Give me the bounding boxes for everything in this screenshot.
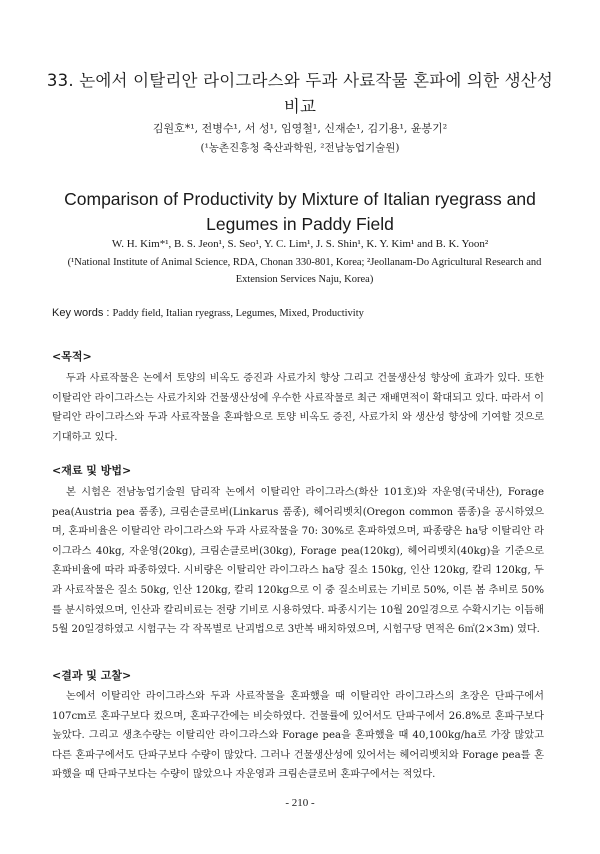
methods-heading: <재료 및 방법>	[52, 464, 132, 477]
keywords-label: Key words :	[52, 307, 113, 319]
results-paragraph: 논에서 이탈리안 라이그라스와 두과 사료작물을 혼파했을 때 이탈리안 라이그라스의 초장은 단파구에서 107cm로 혼파구보다 컸으며, 혼파구간에는 비슷하였다. 건물률에 있어서도 단파구에서 26.8%로 혼파구보다 높았다. 그리고 생초수량는 이탈리안 라이그라스와 Forage pea을 혼파했을 때 40,100kg/ha로 가장 많았고 다른 혼파구에서도 단파구보다 수량이 많았다. 그러나 건물생산성에 있어서는 헤어리벳치와 Forage pea를 혼파했을 때 단파구보다는 수량이 많았으나 자운영과 크림손클로버 혼파구에서는 적었다.	[52, 691, 544, 781]
korean-title: 33. 논에서 이탈리안 라이그라스와 두과 사료작물 혼파에 의한 생산성 비교	[46, 71, 554, 116]
purpose-paragraph: 두과 사료작물은 논에서 토양의 비옥도 증진과 사료가치 향상 그리고 건물생산성 향상에 효과가 있다. 또한 이탈리안 라이그라스는 사료가치와 건물생산성에 우수한 사료작물로 최근 재배면적이 확대되고 있다. 따라서 이탈리안 라이그라스와 두과 사료작물을 혼파함으로 토양 비옥도 증진, 사료가치 와 생산성 향상에 기여할 것으로 기대하고 있다.	[52, 373, 544, 443]
purpose-heading: <목적>	[52, 350, 92, 363]
korean-authors: 김원호*¹, 전병수¹, 서 성¹, 임영철¹, 신재순¹, 김기용¹, 윤봉기²	[152, 122, 448, 135]
keywords-line	[52, 307, 562, 319]
methods-paragraph: 본 시험은 전남농업기술원 담리작 논에서 이탈리안 라이그라스(화산 101호)와 자운영(국내산), Forage pea(Austria pea 품종), 크림손클로버(Linkarus 품종), 헤어리벳치(Oregon common 품종)을 공시하였으며, 혼파비율은 이탈리안 라이그라스와 두과 사료작물을 70: 30%로 혼파하였으며, 파종량은 ha당 이탈리안 라이그라스 40kg, 자운영(20kg), 크림손클로버(30kg), Forage pea(120kg), 헤어리벳치(40kg)을 기준으로 혼파비율에 따라 파종하였다. 시비량은 이탈리안 라이그라스 ha당 질소 150kg, 인산 120kg, 칼리 120kg, 두과 사료작물은 질소 50kg, 인산 120kg, 칼리 120kg으로 이 중 질소비료는 기비로 50%, 이른 봄 추비로 50%를 분시하였으며, 인산과 칼리비료는 전량 기비로 시용하였다. 파종시기는 10월 20일경으로 수확시기는 이듬해 5월 20일경하였고 시험구는 각 작목별로 난괴법으로 3반복 배치하였으며, 시험구당 면적은 6㎡(2×3m) 였다.	[52, 487, 544, 636]
english-title: Comparison of Productivity by Mixture of Italian ryegrass and Legumes in Paddy Field	[64, 189, 536, 234]
page-number: - 210 -	[285, 797, 315, 809]
keywords-text: Paddy field, Italian ryegrass, Legumes, Mixed, Productivity	[112, 308, 364, 319]
english-affiliation: (¹National Institute of Animal Science, RDA, Chonan 330-801, Korea; ²Jeollanam-Do Agricultural Research and Extension Services Naju, Korea)	[67, 257, 542, 285]
results-heading: <결과 및 고찰>	[52, 669, 132, 682]
english-authors: W. H. Kim*¹, B. S. Jeon¹, S. Seo¹, Y. C. Lim¹, J. S. Shin¹, K. Y. Kim¹ and B. K. Yoon²	[111, 238, 489, 250]
korean-affiliation: (¹농촌진흥청 축산과학원, ²전남농업기술원)	[200, 142, 400, 154]
